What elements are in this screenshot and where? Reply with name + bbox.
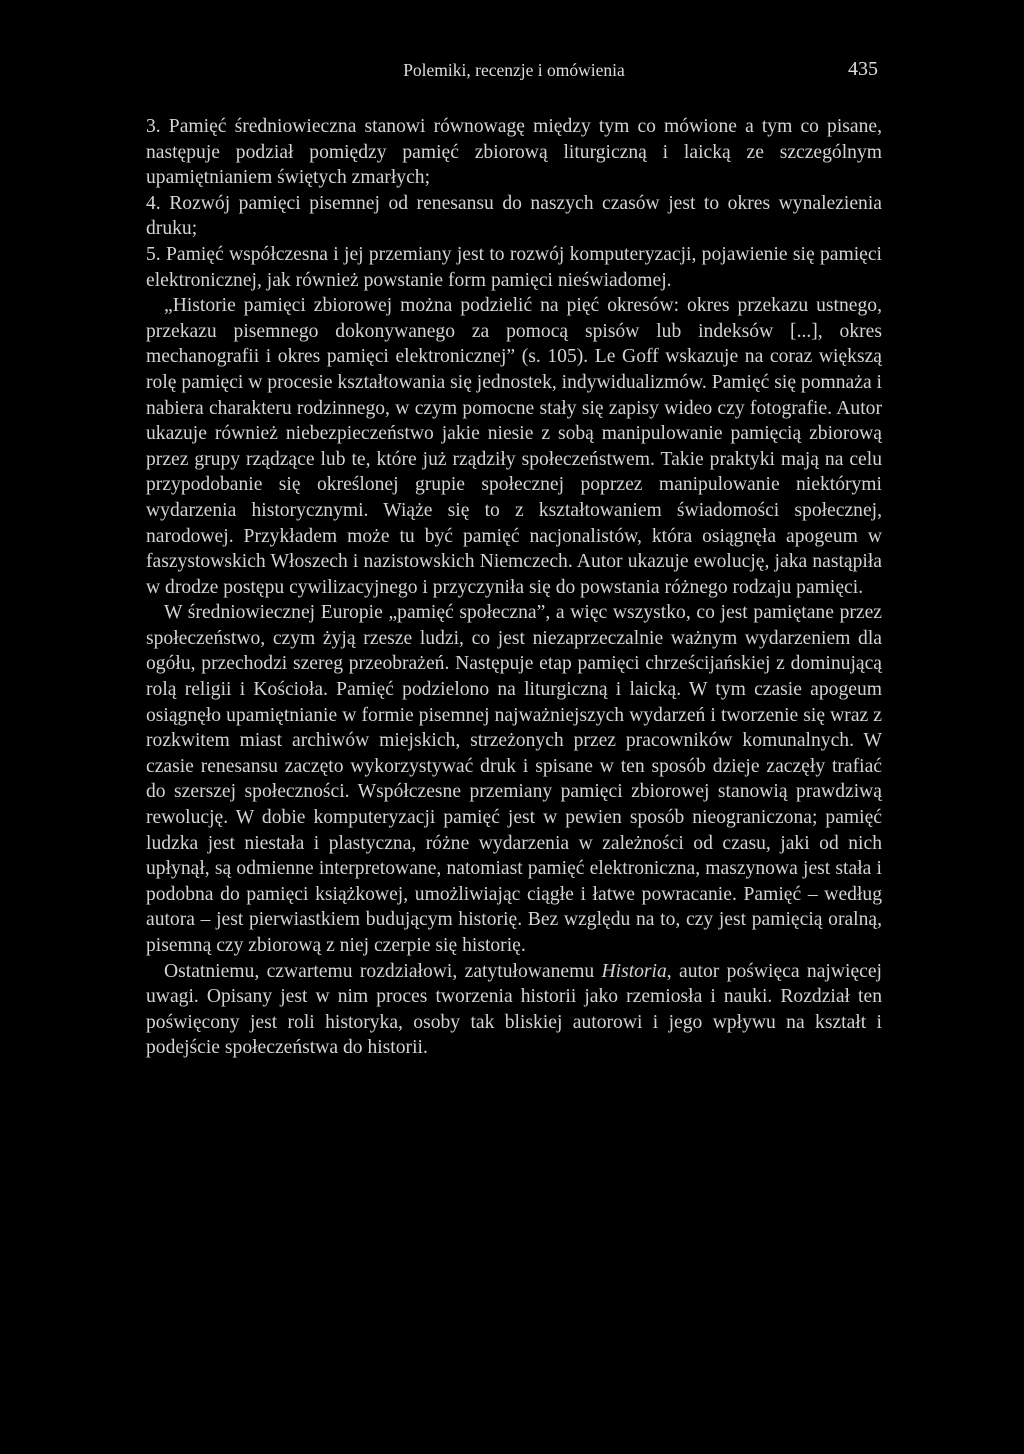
paragraph-text-before: Ostatniemu, czwartemu rozdziałowi, zatytułowanemu — [164, 960, 602, 982]
running-title: Polemiki, recenzje i omówienia — [403, 60, 625, 80]
page-header — [146, 58, 882, 84]
page-number: 435 — [848, 58, 878, 80]
paragraph-history-periods: „Historie pamięci zbiorowej można podzielić na pięć okresów: okres przekazu ustnego, przekazu pisemnego dokonywanego za pomocą spisów lub indeksów [...], okres mechanografii i okres pamięci elektronicznej” (s. 105). Le Goff wskazuje na coraz większą rolę pamięci w procesie kształtowania się jednostek, indywidualizmów. Pamięć się pomnaża i nabiera charakteru rodzinnego, w czym pomocne stały się zapisy wideo czy fotografie. Autor ukazuje również niebezpieczeństwo jakie niesie z sobą manipulowanie pamięcią zbiorową przez grupy rządzące lub te, które już rządziły społeczeństwem. Takie praktyki mają na celu przypodobanie się określonej grupie społecznej poprzez manipulowanie niektórymi wydarzenia historycznymi. Wiąże się to z kształtowaniem świadomości społecznej, narodowej. Przykładem może tu być pamięć nacjonalistów, która osiągnęła apogeum w faszystowskich Włoszech i nazistowskich Niemczech. Autor ukazuje ewolucję, jaka nastąpiła w drodze postępu cywilizacyjnego i przyczyniła się do powstania różnego rodzaju pamięci. — [146, 295, 882, 598]
body-text — [146, 114, 882, 1061]
paragraph-medieval-memory: W średniowiecznej Europie „pamięć społeczna”, a więc wszystko, co jest pamiętane przez społeczeństwo, czym żyją rzesze ludzi, co jest niezaprzeczalnie ważnym wydarzeniem dla ogółu, przechodzi szereg przeobrażeń. Następuje etap pamięci chrześcijańskiej z dominującą rolą religii i Kościoła. Pamięć podzielono na liturgiczną i laicką. W tym czasie apogeum osiągnęło upamiętnianie w formie pisemnej najważniejszych wydarzeń i tworzenie się wraz z rozkwitem miast archiwów miejskich, strzeżonych przez pracowników komunalnych. W czasie renesansu zaczęto wykorzystywać druk i spisane w ten sposób dzieje zaczęły trafiać do szerszej społeczności. Współczesne przemiany pamięci zbiorowej stanowią prawdziwą rewolucję. W dobie komputeryzacji pamięć jest w pewien sposób nieograniczona; pamięć ludzka jest niestała i plastyczna, różne wydarzenia w zależności od czasu, jaki od nich upłynął, są odmienne interpretowane, natomiast pamięć elektroniczna, maszynowa jest stała i podobna do pamięci książkowej, umożliwiając ciągłe i łatwe powracanie. Pamięć – według autora – jest pierwiastkiem budującym historię. Bez względu na to, czy jest pamięcią oralną, pisemną czy zbiorową z niej czerpie się historię. — [146, 602, 882, 956]
list-item-5: 5. Pamięć współczesna i jej przemiany jest to rozwój komputeryzacji, pojawienie się pamięci elektronicznej, jak również powstanie form pamięci nieświadomej. — [146, 243, 882, 291]
paragraph-text-after: , autor poświęca najwięcej uwagi. Opisany jest w nim proces tworzenia historii jako rzemiosła i nauki. Rozdział ten poświęcony jest roli historyka, osoby tak bliskiej autorowi i jego wpływu na kształt i podejście społeczeństwa do historii. — [146, 960, 882, 1059]
list-item-4: 4. Rozwój pamięci pisemnej od renesansu do naszych czasów jest to okres wynalezienia druku; — [146, 192, 882, 240]
paragraph-chapter-four — [146, 959, 882, 1061]
chapter-title: Historia — [601, 960, 667, 982]
list-item-3: 3. Pamięć średniowieczna stanowi równowagę między tym co mówione a tym co pisane, następuje podział pomiędzy pamięć zbiorową liturgiczną i laicką ze szczególnym upamiętnianiem świętych zmarłych; — [146, 116, 882, 189]
